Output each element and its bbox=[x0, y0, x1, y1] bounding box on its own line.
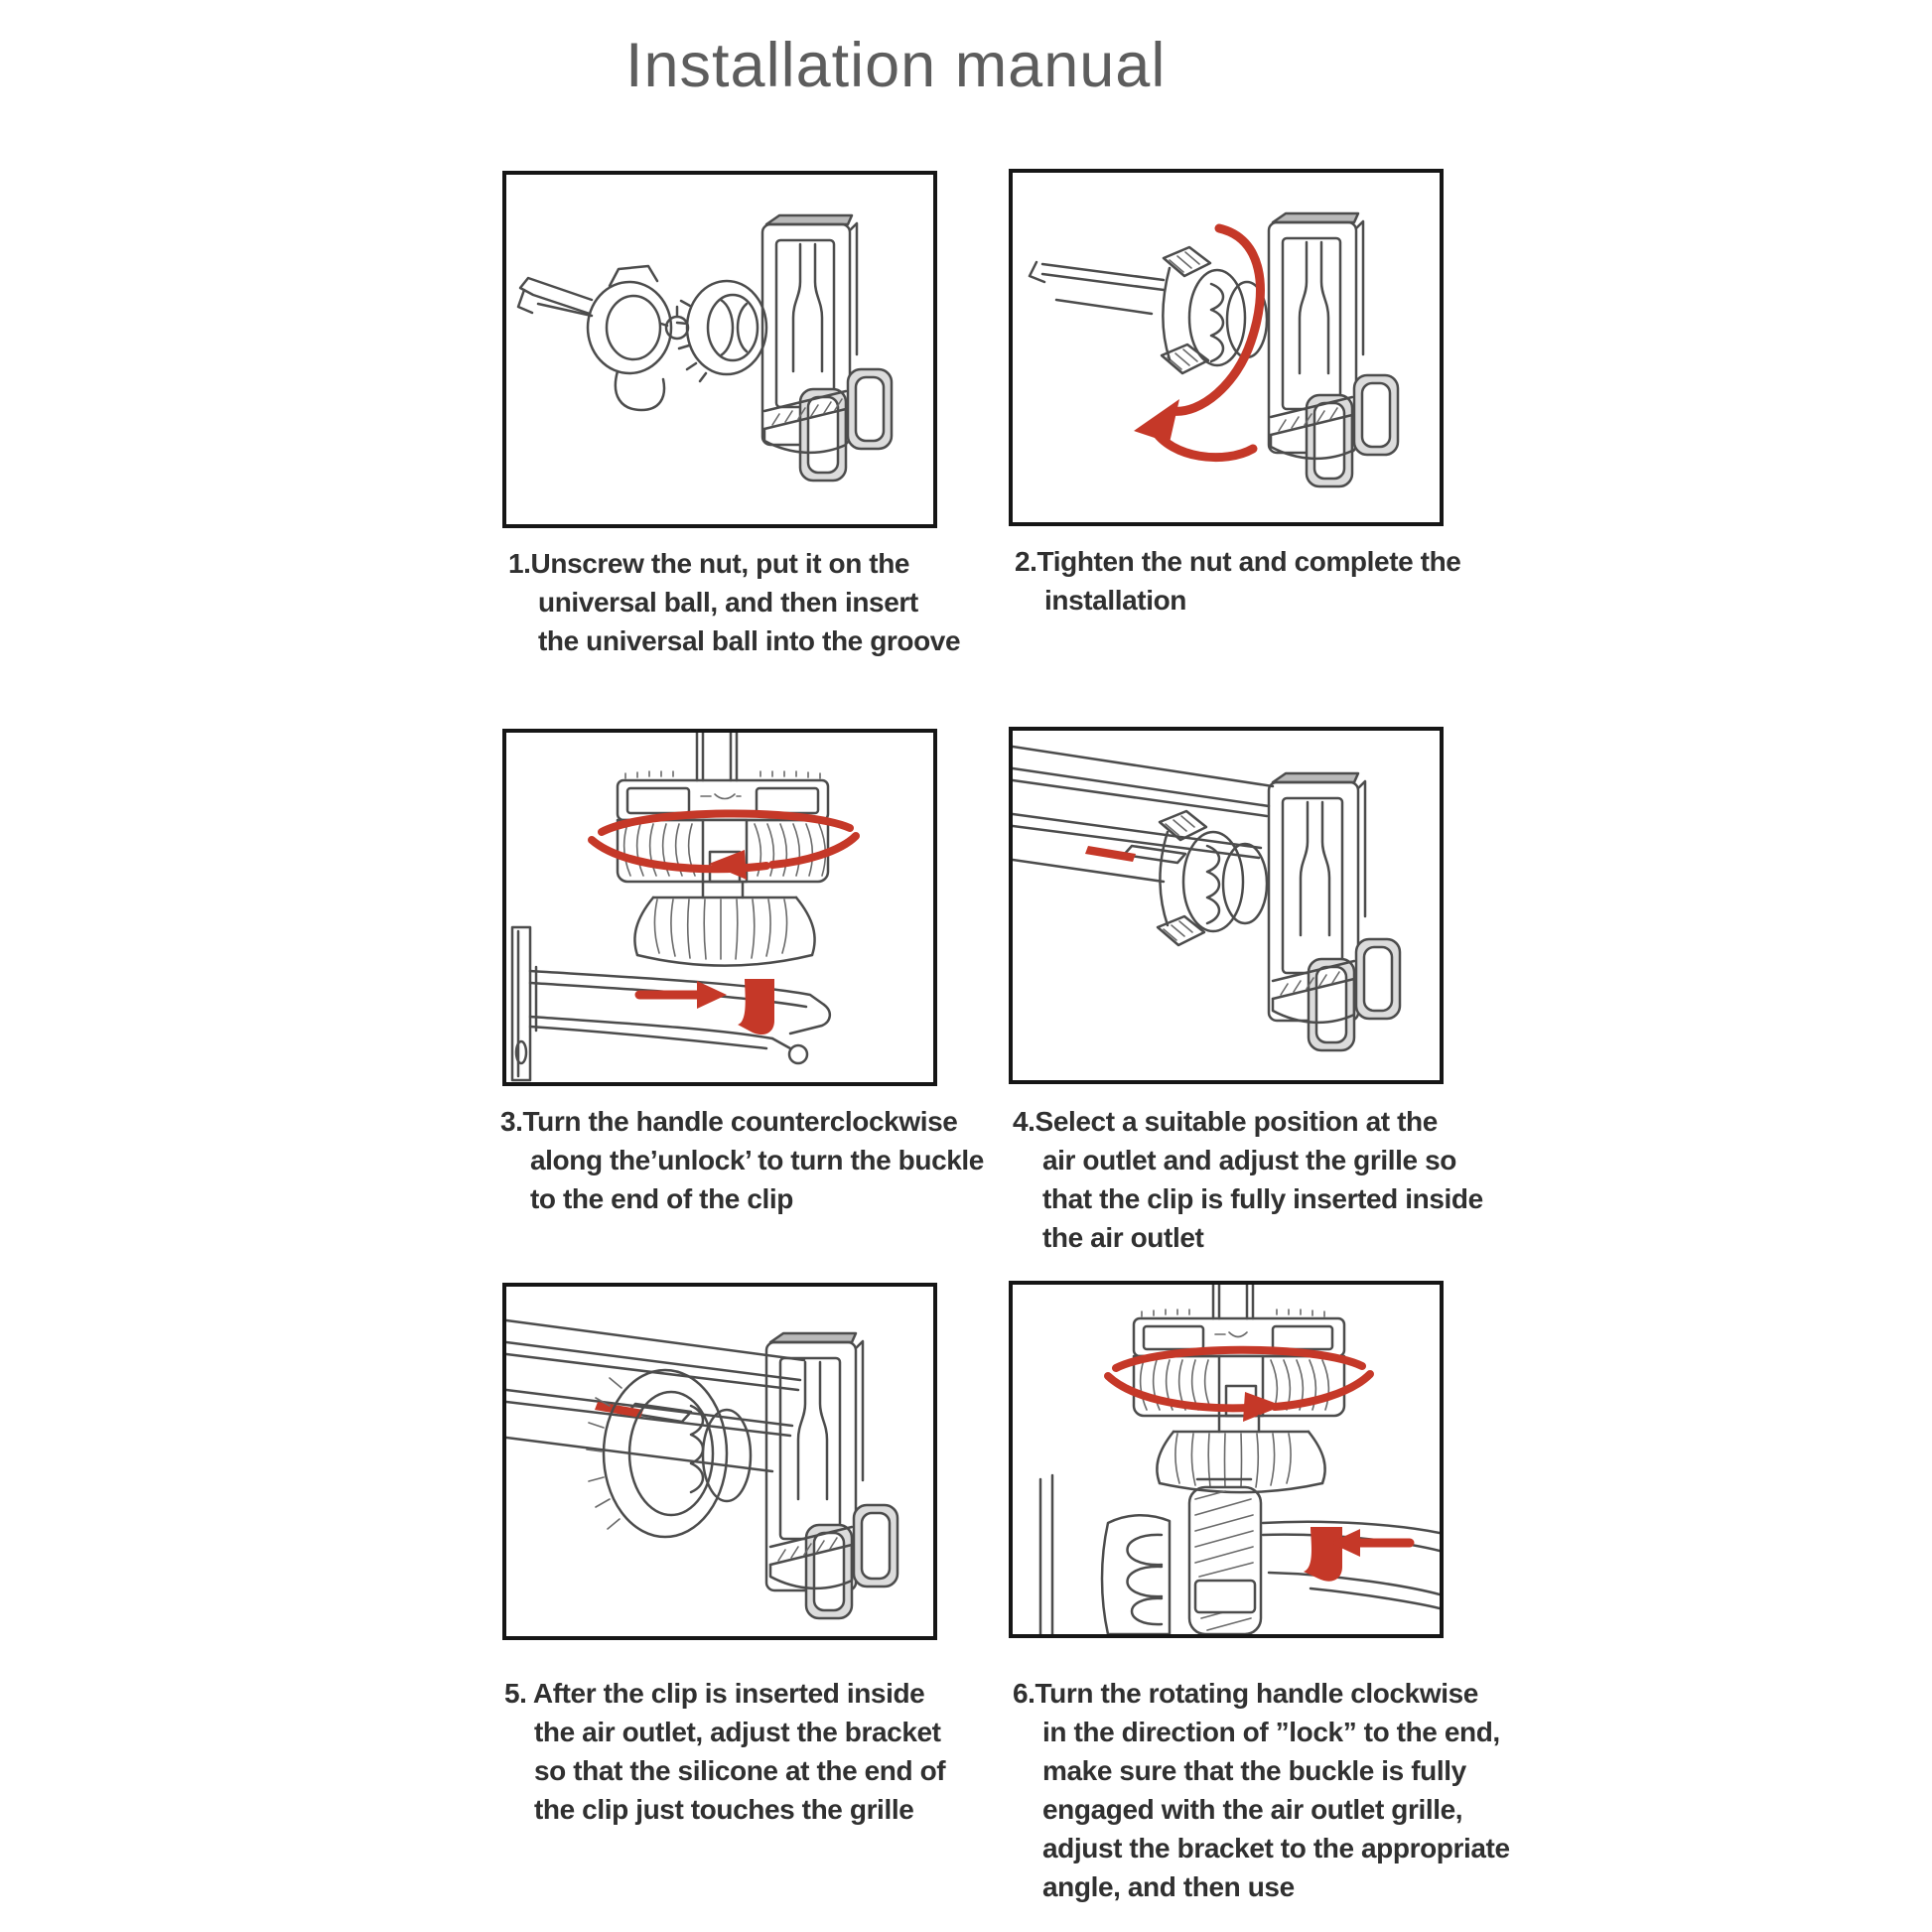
step6-illustration bbox=[1013, 1285, 1440, 1634]
step3-caption bbox=[500, 1102, 1056, 1218]
vent-clip bbox=[1030, 247, 1267, 373]
air-outlet-grille bbox=[1013, 747, 1273, 882]
nut bbox=[677, 281, 766, 381]
caption-line: the air outlet, adjust the bracket bbox=[534, 1717, 941, 1747]
direction-arrow-icon bbox=[639, 981, 727, 1009]
step2-illustration bbox=[1013, 173, 1440, 522]
caption-line: adjust the bracket to the appropriate bbox=[1042, 1833, 1510, 1863]
silicone-buckle bbox=[738, 979, 774, 1035]
caption-line: that the clip is fully inserted inside bbox=[1042, 1183, 1483, 1214]
clamp-nut bbox=[1158, 811, 1267, 945]
caption-line: the universal ball into the groove bbox=[538, 625, 961, 656]
caption-line: along the’unlock’ to turn the buckle bbox=[530, 1145, 984, 1175]
caption-line: 6.Turn the rotating handle clockwise bbox=[1013, 1678, 1478, 1709]
ball-skirt bbox=[1157, 1416, 1324, 1492]
caption-line: 5. After the clip is inserted inside bbox=[504, 1678, 925, 1709]
ball-skirt bbox=[634, 882, 814, 966]
step4-figure bbox=[1009, 727, 1444, 1084]
page-title: Installation manual bbox=[625, 31, 1167, 100]
caption-line: 3.Turn the handle counterclockwise bbox=[500, 1106, 958, 1137]
bracket bbox=[766, 1333, 897, 1618]
caption-line: to the end of the clip bbox=[530, 1183, 793, 1214]
caption-line: air outlet and adjust the grille so bbox=[1042, 1145, 1456, 1175]
step1-illustration bbox=[506, 175, 933, 524]
step3-illustration bbox=[506, 733, 933, 1082]
caption-line: make sure that the buckle is fully bbox=[1042, 1755, 1466, 1786]
caption-line: installation bbox=[1044, 585, 1186, 616]
bracket bbox=[1269, 773, 1400, 1050]
vent-clip-side bbox=[512, 927, 830, 1080]
caption-line: the clip just touches the grille bbox=[534, 1794, 914, 1825]
step5-illustration bbox=[506, 1287, 933, 1636]
caption-line: universal ball, and then insert bbox=[538, 587, 918, 618]
bracket bbox=[1269, 213, 1398, 486]
clip-mechanism bbox=[1040, 1475, 1440, 1634]
bracket bbox=[762, 215, 892, 481]
step6-figure bbox=[1009, 1281, 1444, 1638]
caption-line: so that the silicone at the end of bbox=[534, 1755, 946, 1786]
caption-line: engaged with the air outlet grille, bbox=[1042, 1794, 1463, 1825]
vent-clip bbox=[518, 266, 688, 410]
caption-line: 2.Tighten the nut and complete the bbox=[1015, 546, 1461, 577]
step3-figure bbox=[502, 729, 937, 1086]
step2-figure bbox=[1009, 169, 1444, 526]
caption-line: 4.Select a suitable position at the bbox=[1013, 1106, 1438, 1137]
caption-line: the air outlet bbox=[1042, 1222, 1204, 1253]
step6-caption bbox=[1013, 1674, 1569, 1906]
clamp-nut bbox=[587, 1370, 751, 1537]
step1-caption bbox=[508, 544, 1064, 660]
caption-line: 1.Unscrew the nut, put it on the bbox=[508, 548, 910, 579]
caption-line: angle, and then use bbox=[1042, 1871, 1295, 1902]
step5-figure bbox=[502, 1283, 937, 1640]
step5-caption bbox=[504, 1674, 1060, 1829]
step2-caption bbox=[1015, 542, 1571, 620]
step4-caption bbox=[1013, 1102, 1569, 1257]
step4-illustration bbox=[1013, 731, 1440, 1080]
step1-figure bbox=[502, 171, 937, 528]
caption-line: in the direction of ”lock” to the end, bbox=[1042, 1717, 1500, 1747]
